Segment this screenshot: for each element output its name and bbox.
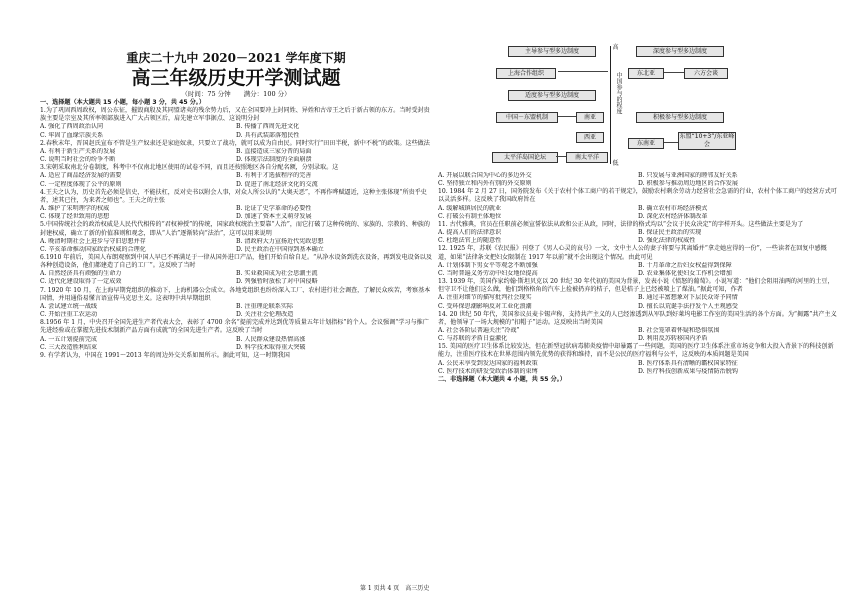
option-d: D. 科学技术取得重大突破: [236, 343, 306, 351]
diagram-connector: [558, 71, 608, 72]
option-d: D. 具有武装部落殖民性: [236, 131, 300, 139]
option-b: B. 人民群众建设热情高涨: [236, 335, 306, 343]
option-a: A. 社会各阶层普遍关注“冷战”: [438, 326, 520, 334]
question-stem: 12. 1925 年，苏联《农民报》刊登了《男人心灵的哀号》一文，文中主人公的妻子将要与其离婚并“拿走她应得的一份”，一些读者在回复中感慨道，如果“法律条文把妇女限制在 1917 年以前”就不会出现这个情况。由此可见: [438, 245, 827, 261]
option-d: D. 深化农村经济体制改革: [638, 212, 708, 220]
section-heading-essay: 二、非选择题（本大题共 4 小题，共 55 分。）: [438, 375, 566, 383]
school-heading: 重庆二十九中 2020－2021 学年度下期: [126, 51, 346, 65]
axis-top-label: 高: [612, 44, 619, 51]
option-c: C. 牢固了血缘宗族关系: [40, 131, 104, 139]
question-block: [40, 254, 432, 287]
question-block: [438, 343, 838, 376]
option-d: D. 利用反苏转移国内矛盾: [638, 335, 708, 343]
question-block: [40, 107, 432, 140]
answer-options: [40, 172, 432, 188]
option-a: A. 适应了商品经济发展的需要: [40, 172, 122, 180]
foreign-relations-diagram: [488, 44, 738, 172]
question-stem: 14. 20 世纪 50 年代，美国参议员麦卡锡声称，支持共产主义的人已经渗透到从军队到好莱坞电影工作室的美国生活的各个方面。为“揭露”共产主义者，他领导了一场大规模的“扣帽子”运动。这反映出当时美国: [438, 310, 837, 326]
option-c: C. 近代化建设取得了一定成效: [40, 278, 122, 286]
option-d: D. 强化法律的权威性: [638, 237, 696, 245]
question-stem: 13. 1939 年，美国作家约翰·斯坦贝克以 20 世纪 30 年代初的美国为背景，发表小说《愤怒的葡萄》。小说写道：“他们会阻用油两的河里的土豆，但守卫不让他们这么做，他们到格格角的汽车上捡被扔弃的桔子，但是桔子上已经被喷上了煤油。”据此可知，作者: [438, 278, 834, 294]
option-d: D. 医疗科技创新成果与疫情防治脱钩: [638, 367, 738, 375]
page-footer: 第 1 页共 4 页 高三历史: [360, 585, 430, 592]
option-c: C. 打破公有制主体地位: [438, 212, 502, 220]
option-a: A. 有利于新生产关系的发展: [40, 147, 116, 155]
option-b: B. 社会笼罩着怀疑和恐惧氛围: [638, 326, 720, 334]
question-stem: 3.宋朝采取南北分卷制度，科考中不仅南北地区使用的试卷不同，而且还按照地区各自分配名额，分别录取。这: [40, 164, 339, 172]
option-b: B. 论证了史学革命的必要性: [236, 205, 312, 213]
option-b: B. 只发展与亚洲国家的睦邻友好关系: [638, 172, 738, 179]
diagram-box: 东北亚: [628, 68, 664, 79]
option-b: B. 通过丰富想象对下层民众寄予同情: [638, 294, 738, 302]
diagram-box: 南太平洋: [566, 152, 608, 163]
question-block: [40, 189, 432, 222]
participation-axis: [610, 46, 611, 164]
option-d: D. 民主政治在中国得到基本确立: [236, 245, 324, 253]
option-b: B. 保证民主政治的实现: [638, 229, 702, 237]
option-d: D. 列强暂时放松了对中国侵略: [236, 278, 318, 286]
section-heading-choice: 一、选择题（本大题共 15 小题，每小题 3 分，共 45 分。）: [40, 99, 205, 106]
diagram-box: 六方会谈: [684, 68, 728, 79]
question-stem: 9. 有学者认为，中国在 1991～2013 年的周边外交关系如图所示。据此可知，这一时期我国: [40, 351, 290, 359]
diagram-box: 积极参与型多边制度: [636, 112, 724, 123]
option-d: D. 促进了南北经济文化的交流: [236, 180, 318, 188]
diagram-box: 太平洋岛国论坛: [492, 152, 558, 163]
diagram-connector: [664, 142, 678, 143]
question-block: [40, 221, 432, 254]
option-a: A. 开展以联合国为中心的多边外交: [438, 172, 532, 179]
option-a: A. 强化了西周政治认同: [40, 123, 104, 131]
option-a: A. 注重对细节的描写批判社会现实: [438, 294, 532, 302]
question-list-left: [40, 107, 432, 360]
option-b: B. 注重理论联系实际: [236, 302, 294, 310]
option-d: D. 积极参与推动周边地区的合作发展: [638, 180, 738, 188]
option-a: A. 一五计划提前完成: [40, 335, 98, 343]
answer-options: [438, 205, 838, 221]
option-b: B. 十月革命之后妇女权益得到保障: [638, 261, 732, 269]
answer-options: [438, 327, 838, 343]
answer-options: [438, 229, 838, 245]
option-a: A. 晚清时期社会上进步与守旧思想并存: [40, 237, 146, 245]
question-list-right: [438, 172, 838, 376]
option-a: A. 计划体制下男女平等观念不断加强: [438, 261, 538, 269]
diagram-box: 上海合作组织: [496, 68, 556, 79]
question-stem: 15. 美国的医疗卫生体系比较发达，但在新型冠状病毒肺炎疫情中却暴露了一些问题，美国的医疗卫生体系注重市场竞争和大投入背景下的科技创新能力，注重医疗技术在世界范围内领先优势的获得和维持，而不是公民的医疗福利与公平，这反映的本质问题是美国: [438, 343, 834, 359]
left-column: [40, 0, 432, 360]
question-block: [40, 287, 432, 320]
option-b: B. 实业救国成为社会思潮主流: [236, 270, 318, 278]
option-d: D. 擅长以荒诞手法抒发个人主观感受: [638, 302, 738, 310]
answer-options: [40, 336, 432, 352]
option-a: A. 自然经济具有顽强的生命力: [40, 270, 122, 278]
question-stem: 8.1956 年 1 月，中央召开全国先进生产者代表大会，表彰了 4700 余名“提前完成并达到优等质量五年计划指标”的个人。会议强调“学习与推广先进经验或在掌握先进技术制新产品方面有成就”的全国先进生产者。这反映了当时: [40, 319, 429, 335]
diagram-box: 适度参与型多边制度: [508, 90, 596, 101]
option-b: B. 直接造成三家分晋的局面: [236, 147, 312, 155]
question-stem: 7. 1920 年 10 月，在上海早期党组织的推动下，上海机器公会成立。各地党组织也纷纷深入工厂、农村进行社会调查，了解民众疾苦，考察基本国情，并用通俗易懂言语宣传马克思主义。这表明中共早期组织: [40, 286, 431, 302]
option-d: D. 加速了资本主义萌芽发展: [236, 213, 312, 221]
answer-options: [40, 148, 432, 164]
question-block: [40, 319, 432, 352]
diagram-box: 中国－东盟机制: [496, 112, 558, 123]
question-block: [438, 245, 838, 278]
question-stem: 2.春秋末年，晋国赵氏宣布不管是生产奴隶还是家庭奴隶，只要立了战功，就可以成为自由民。同时实行“田田半税，新中不税”的政策。这些做法: [40, 139, 430, 147]
option-d: D. 农业集体化使妇女工作机会增加: [638, 269, 732, 277]
option-b: B. 确立农村市场经济模式: [638, 204, 708, 212]
option-b: B. 传播了西周先进文化: [236, 123, 300, 131]
option-a: A. 公民未享受到发达国家的福利政策: [438, 359, 538, 367]
exam-title: 高三年级历史开学测试题: [131, 67, 341, 89]
answer-options: [40, 123, 432, 139]
option-a: A. 尝试建立统一战线: [40, 302, 98, 310]
option-d: D. 关注社会伦理改造: [236, 311, 294, 319]
option-c: C. 说明当时社会的纷争不断: [40, 156, 116, 164]
option-c: C. 受环保思潮影响反对工业化浪潮: [438, 302, 532, 310]
axis-label: 中国参与的程度: [615, 72, 622, 114]
answer-options: [40, 238, 432, 254]
diagram-box: 西亚: [576, 132, 604, 143]
question-stem: 10. 1984 年 2 月 27 日，国务院发布《关于农村个体工商户的若干规定》，鼓励农村剩余劳动力经营社会急需的行业，农村个体工商户的经营方式可以灵活多样。这反映了我国政府旨在: [438, 188, 837, 204]
answer-options: [438, 360, 838, 376]
diagram-box: 东南亚: [628, 138, 664, 149]
question-block: [438, 221, 838, 245]
diagram-connector: [558, 116, 576, 117]
option-a: A. 提高人们的法律意识: [438, 229, 502, 237]
answer-options: [40, 303, 432, 319]
question-block: [438, 188, 838, 221]
question-block: [438, 278, 838, 311]
answer-options: [438, 294, 838, 310]
option-a: A. 缓解城镇居民的就业: [438, 204, 502, 212]
option-c: C. 与苏联的矛盾日益激化: [438, 335, 508, 343]
option-c: C. 开始注重工农运动: [40, 311, 98, 319]
question-stem: 4.王夫之认为，历史首先必须是信史，不能扶杠，反对史书以附会人事，对众人所公认的“大奥天恶”，不再作哗赋逼近，这种主张体现“所贵乎史者，述其已往，为来者之师也”。王夫之的主张: [40, 188, 427, 204]
option-c: C. 杜绝法官上的随意性: [438, 237, 502, 245]
option-b: B. 医疗体系具有清晰的霸权国家特征: [638, 359, 738, 367]
option-a: A. 维护了宋明理学的权威: [40, 205, 110, 213]
option-c: C. 体现了经世致用的思想: [40, 213, 110, 221]
axis-bottom-label: 低: [612, 160, 619, 167]
diagram-connector: [664, 72, 684, 73]
question-stem: 5.中国传统社会的政治权威是人民代代相传的“君权神授”的传统，国家政权统治主要靠“人治”，而它打破了这种传统的、家族的、宗教的、种族的封建权威，确立了新的价值准则和观念，即从“人治”逐渐转向“法治”，这可以用来说明: [40, 221, 430, 237]
question-block: [40, 164, 432, 188]
option-c: C. 当时普遍义务劳动中妇女地位提高: [438, 269, 538, 277]
option-c: C. 坚持独立和内外有别的外交原则: [438, 180, 532, 188]
option-c: C. 医疗技术的研发受政治体制的束缚: [438, 367, 538, 375]
option-b: B. 清政府大力宣扬近代宪政思想: [236, 237, 324, 245]
option-c: C. 辛亥革命推动国家政治权威的合理化: [40, 245, 146, 253]
option-c: C. 三大改造胜利结束: [40, 343, 98, 351]
option-d: D. 体现宗法制度的全面崩溃: [236, 156, 312, 164]
diagram-box: 深度参与型多边制度: [636, 46, 724, 57]
question-stem: 11. 古代雅典，官员在任职前必须宣誓依法从政和公正从政，同时，法律的格式均以“会议于民众决定”的字样开头。这些做法主要是为了: [438, 220, 804, 228]
answer-options: [40, 205, 432, 221]
answer-options: [438, 172, 838, 188]
question-stem: 6.1910 年前后，美国人布朗观察到中国人早已不再满足于一律从国外进口产品，他们开始自给自足。“从净水设备到洗衣设备，再到发电设备以及各种创造设备，他们都建造了自己的工厂”。这反映了当时: [40, 253, 432, 270]
option-b: B. 有利于才选拔程序的完善: [236, 172, 312, 180]
answer-options: [40, 270, 432, 286]
answer-options: [438, 262, 838, 278]
option-c: C. 一定程度体现了公平的原则: [40, 180, 122, 188]
question-stem: 1.为了巩固西周政权，周公东征，摧毁商殷及其同盟诸夷的残余势力后，又在全国要冲上封同姓、异姓和古帝王之后于新占领的东方。当时受封贵族主要是宗室及其所率领部族进入广大占领区后，肩先建立军事据点、这说明分封: [40, 107, 430, 123]
question-block: [40, 140, 432, 164]
diagram-connector: [556, 156, 566, 157]
diagram-box: 南亚: [576, 112, 604, 123]
diagram-box: 东盟“10+3”/东亚峰会: [679, 133, 735, 148]
diagram-box: 主导参与型多边制度: [508, 46, 596, 57]
exam-meta: （时间：75 分钟 满分：100 分）: [181, 90, 291, 98]
right-column: [438, 0, 838, 384]
question-block: [438, 311, 838, 344]
